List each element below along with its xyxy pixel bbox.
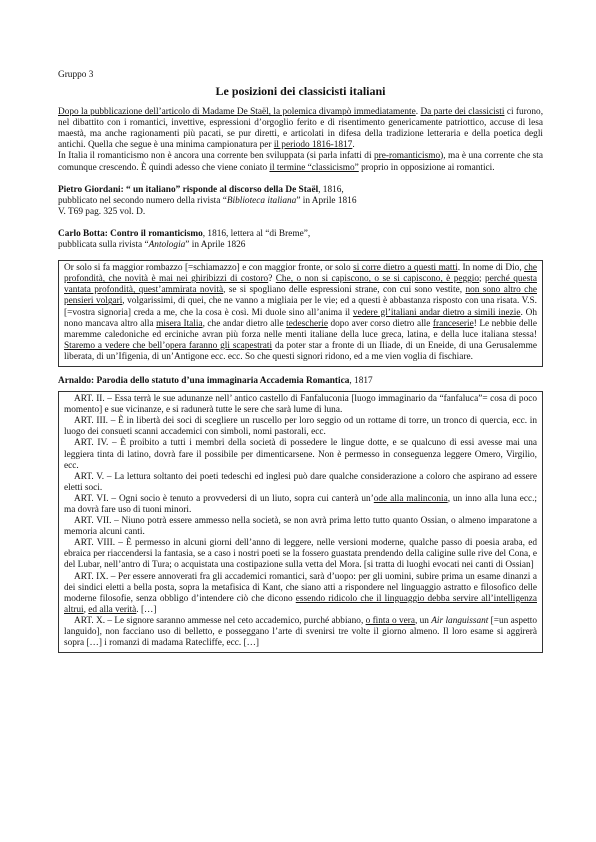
underlined-text: essendo ridicolo che il linguaggio debba servire all’intelligenza altrui [64, 593, 537, 615]
giordani-reference: V. T69 pag. 325 vol. D. [58, 206, 146, 217]
group-label: Gruppo 3 [58, 70, 94, 80]
underlined-text: tedescherie [286, 318, 328, 329]
underlined-text: il periodo 1816-1817 [273, 140, 353, 151]
giordani-heading [58, 185, 543, 196]
underlined-text: perché questa vantata profondità, quest’ammirata novità [64, 274, 537, 296]
underlined-text: ode alla malinconia [373, 493, 448, 504]
arnaldo-heading-date: , 1817 [349, 375, 373, 386]
text-run: ART. VIII. – È permesso in alcuni giorni dell’anno di leggere, nelle versioni moderne, qualche passo di poesia araba, ed ebraica per riaccendersi la fantasia, se a caso i nostri poeti se la fossero guastata prendendo della caligine sulle rive del Cona, e del Lubar, nell’antro di Tura; o acquistata una costipazione sulla vetta del Mora. [si tratta di luoghi evocati nei canti di Ossian] [64, 538, 537, 571]
botta-source [58, 240, 543, 251]
italic-text: Antologia [148, 240, 186, 251]
article-9 [64, 572, 537, 616]
underlined-text: Staremo a vedere che bell’opera faranno gli scapestrati [64, 340, 273, 351]
article-3 [64, 416, 537, 438]
text-run: , un inno alla luna ecc.; ma dovrà fare uso di tuoni minori. [64, 493, 537, 515]
text-run: dopo aver corso dietro alle [327, 318, 433, 329]
document-page [58, 70, 543, 653]
giordani-heading-title: Pietro Giordani: “ un italiano” risponde al discorso della De Staël [58, 184, 319, 195]
text-run: . […] [136, 604, 157, 615]
text-run: , se si spogliano delle espressioni strane, con cui sono vestite, [223, 285, 466, 296]
article-6 [64, 494, 537, 516]
intro-paragraph-1 [58, 107, 543, 151]
text-run: proprio in opposizione ai romantici. [358, 162, 495, 173]
text-run: ART. V. – La lettura soltanto dei poeti tedeschi ed inglesi può dare qualche considerazione a coloro che aspirano ad essere eletti soci. [64, 471, 537, 493]
underlined-text: il termine “classicismo” [269, 162, 359, 173]
text-run: ; [479, 274, 486, 285]
text-run: ci furono, nel dibattito con i romantici, invettive, espressioni d’orgoglio ferito e di risentimento genericamente patriottico, accuse di lesa maestà, ma anche ragionamenti più pacati, se pur diretti, e articolati in difesa della tradizione letteraria e della poetica degli antichi. Quella che segue è una minima campionatura per [58, 107, 544, 151]
italic-text: Air languissant [431, 615, 489, 626]
botta-quote-box [58, 260, 543, 367]
botta-heading-title: Carlo Botta: Contro il romanticismo [58, 228, 203, 239]
arnaldo-heading [58, 376, 543, 387]
arnaldo-heading-title: Arnaldo: Parodia dello statuto d’una immaginaria Accademia Romantica [58, 375, 350, 386]
text-run: da poter star a fronte di un Iliade, di un Eneide, di una Gerusalemme liberata, di un’Ifigenia, di un’Antigone ecc. ecc. So che questi signori ridono, ed a me vien voglia di fischiare. [64, 340, 537, 362]
text-run: ), ma è una corrente che sta comunque crescendo. È quindi adesso che viene coniato [58, 151, 543, 173]
underlined-text: non sono altro che pensieri volgari [64, 285, 537, 307]
text-run: ART. IX. – Per essere annoverati fra gli accademici romantici, sarà d’uopo: per gli uomini, subire prima un esame dinanzi a dei sindici eletti a bella posta, sopra la metafisica di Kant, che siano atti a rispondere nel linguaggio astratto e filosofico delle moderne filosofie, senza obbligo d’intendere ciò che dicono [64, 571, 537, 604]
statute-box [58, 391, 543, 653]
text-run: , [83, 604, 89, 615]
giordani-source [58, 196, 543, 207]
text-run: ART. X. – Le signore saranno ammesse nel ceto accademico, purché abbiano, [74, 615, 366, 626]
text-run: , che andar dietro alle [202, 318, 287, 329]
botta-heading-date: , 1816, lettera al “di Breme”, [202, 228, 311, 239]
underlined-text: Che, o non si capiscono, o se si capiscono, è peggio [275, 274, 480, 285]
text-run: ” in Aprile 1826 [185, 240, 246, 251]
italic-text: Biblioteca italiana [226, 195, 297, 206]
underlined-text: che profondità, che novità è mai nei ghiribizzi di costoro [64, 263, 537, 285]
article-7 [64, 516, 537, 538]
underlined-text: ed alla verità [88, 604, 137, 615]
underlined-text: si corre dietro a questi matti [353, 263, 458, 274]
text-run: Or solo si fa maggior rombazzo [=schiamazzo] e con maggior fronte, or solo [64, 263, 354, 274]
underlined-text: Da parte dei classicisti [420, 107, 505, 118]
text-run: ! Le nebbie delle maremme caledoniche ed erciniche avran più forza nelle menti italiane della luce greca, latina, e della luce italiana stessa! [64, 318, 538, 340]
text-run: In Italia il romanticismo non è ancora una corrente ben sviluppata (si parla infatti di [58, 151, 375, 162]
giordani-heading-date: , 1816, [318, 184, 344, 195]
text-run: ART. VI. – Ogni socio è tenuto a provvedersi di un liuto, sopra cui canterà un’ [74, 493, 374, 504]
text-run: , un [414, 615, 432, 626]
botta-heading [58, 229, 543, 240]
underlined-text: o finta o vera [365, 615, 415, 626]
text-run: . [352, 140, 355, 151]
article-4 [64, 438, 537, 471]
text-run: ? [268, 274, 276, 285]
article-10 [64, 616, 537, 649]
underlined-text: Dopo la pubblicazione dell’articolo di Madame De Staël, la polemica divampò immediatamente [58, 107, 416, 118]
text-run: [=un aspetto languido], non facciano uso di belletto, e posseggano l’arte di svenirsi tre volte il giorno almeno. Il loro esame si aggirerà sopra […] i romanzi di madama Ratecliffe, ecc. […] [64, 615, 537, 649]
underlined-text: franceserie [432, 318, 474, 329]
text-run: pubblicato nel secondo numero della rivista “ [58, 195, 227, 206]
text-run: , volgarissimi, di quei, che ne vanno a migliaia per le vie; ed a questi è abbastanza risposto con una risata. V.S. [=vostra signoria] creda a me, che la cosa è così. Mi duole sino all’anima il [64, 296, 537, 318]
text-run: . Oh nono mancava altro alla [64, 307, 537, 329]
text-run: ART. IV. – È proibito a tutti i membri della società di possedere le lingue dotte, e se qualcuno di essi avesse mai una leggiera tinta di latino, dovrà fare il possibile per dimenticarsene. Non è permesso in conseguenza leggere Omero, Virgilio, ecc. [64, 438, 537, 471]
text-run: ” in Aprile 1816 [296, 195, 357, 206]
page-title: Le posizioni dei classicisti italiani [215, 84, 386, 99]
text-run: ART. III. – È in libertà dei soci di scegliere un ruscello per loro seggio od un rottame di torre, un tronco di quercia, ecc. in luogo dei consueti scanni accademici con simboli, nomi pastorali, ecc. [64, 416, 537, 438]
article-2 [64, 394, 537, 416]
article-5 [64, 472, 537, 494]
text-run: . In nome di Dio, [457, 263, 525, 274]
intro-paragraph-2 [58, 151, 543, 173]
underlined-text: vedere gl’italiani andar dietro a simili inezie [352, 307, 521, 318]
text-run: pubblicata sulla rivista “ [58, 240, 149, 251]
underlined-text: misera Italia [156, 318, 203, 329]
text-run: ART. II. – Essa terrà le sue adunanze nell’ antico castello di Fanfaluconia [luogo immaginario da “fanfaluca”= cosa di poco momento] e sue vicinanze, e si radunerà tutte le sere che sarà lume di luna. [64, 394, 537, 416]
article-8 [64, 538, 537, 571]
text-run: ART. VII. – Niuno potrà essere ammesso nella società, se non avrà prima letto tutto quanto Ossian, o almeno imparatone a memoria alcuni canti. [64, 516, 537, 538]
botta-quote-text [64, 263, 537, 363]
text-run: . [415, 107, 421, 118]
underlined-text: pre-romanticismo [374, 151, 441, 162]
